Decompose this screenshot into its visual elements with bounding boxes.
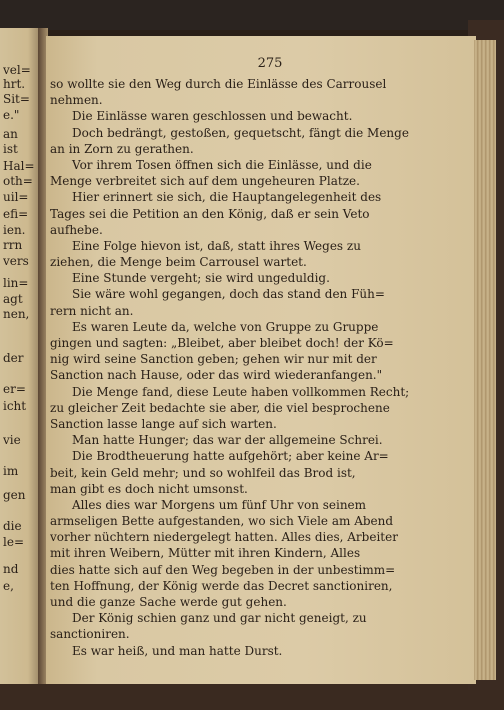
text-line: rern nicht an. — [50, 303, 134, 318]
text-line: Der König schien ganz und gar nicht geneigt, zu — [72, 611, 367, 626]
right-page — [46, 36, 476, 684]
text-line: mit ihren Weibern, Mütter mit ihren Kindern, Alles — [50, 546, 361, 561]
left-page-text-fragment: ien. — [3, 223, 26, 237]
left-page-text-fragment: e, — [3, 579, 14, 593]
text-line: Tages sei die Petition an den König, daß er sein Veto — [50, 206, 370, 221]
left-page-text-fragment: vel= — [3, 63, 31, 77]
page-number: 275 — [257, 56, 283, 71]
text-line: Sanction lasse lange auf sich warten. — [50, 416, 277, 431]
left-page-text-fragment: nd — [3, 562, 19, 576]
left-page-text-fragment: vie — [3, 433, 21, 447]
text-line: nig wird seine Sanction geben; gehen wir nur mit der — [50, 352, 377, 367]
text-line: dies hatte sich auf den Weg begeben in der unbestimm= — [50, 562, 396, 577]
text-line: Die Brodtheuerung hatte aufgehört; aber keine Ar= — [72, 449, 389, 464]
left-page-text-fragment: hrt. — [3, 77, 26, 91]
left-page-text-fragment: der — [3, 351, 24, 365]
text-line: Sie wäre wohl gegangen, doch das stand den Füh= — [72, 287, 385, 302]
left-page-text-fragment: an — [3, 127, 18, 141]
left-page-text-fragment: efi= — [3, 207, 29, 221]
left-page-text-fragment: oth= — [3, 174, 33, 188]
text-line: man gibt es doch nicht umsonst. — [50, 481, 248, 496]
text-line: Eine Stunde vergeht; sie wird ungeduldig. — [72, 271, 330, 286]
text-line: so wollte sie den Weg durch die Einlässe des Carrousel — [50, 77, 387, 91]
left-page-text-fragment: er= — [3, 382, 26, 396]
text-line: Doch bedrängt, gestoßen, gequetscht, fängt die Menge — [72, 125, 409, 140]
text-line: vorher nüchtern niedergelegt hatten. Alles dies, Arbeiter — [50, 530, 398, 545]
page-body-text — [50, 76, 470, 659]
text-line: armseligen Bette aufgestanden, wo sich Viele am Abend — [50, 514, 394, 529]
left-page-text-fragment: icht — [3, 399, 27, 413]
text-line: Die Menge fand, diese Leute haben vollkommen Recht; — [72, 384, 410, 399]
text-line: gingen und sagten: „Bleibet, aber bleibet doch! der Kö= — [50, 336, 394, 350]
text-line: und die ganze Sache werde gut gehen. — [50, 595, 287, 609]
left-page-text-fragment: e." — [3, 108, 20, 122]
text-line: zu gleicher Zeit bedachte sie aber, die viel besprochene — [50, 400, 390, 415]
text-line: Alles dies war Morgens um fünf Uhr von seinem — [72, 497, 367, 512]
text-line: beit, kein Geld mehr; und so wohlfeil das Brod ist, — [50, 465, 356, 480]
text-line: Sanction nach Hause, oder das wird wiederanfangen." — [50, 368, 383, 383]
text-line: ziehen, die Menge beim Carrousel wartet. — [50, 255, 307, 270]
left-page-text-fragment: nen, — [3, 307, 30, 321]
text-line: Es waren Leute da, welche von Gruppe zu Gruppe — [72, 319, 379, 334]
text-line: nehmen. — [50, 93, 103, 108]
text-line: aufhebe. — [50, 222, 103, 237]
left-page-text-fragment: im — [3, 464, 19, 478]
text-line: an in Zorn zu gerathen. — [50, 141, 194, 156]
left-page-text-fragment: Hal= — [3, 159, 35, 173]
text-line: Vor ihrem Tosen öffnen sich die Einlässe, und die — [72, 157, 372, 172]
page-edges — [474, 40, 496, 680]
left-page-fragment — [0, 28, 40, 684]
background-bottom — [0, 682, 504, 710]
text-line: Hier erinnert sie sich, die Hauptangelegenheit des — [72, 190, 382, 205]
text-line: Eine Folge hievon ist, daß, statt ihres Weges zu — [72, 238, 361, 253]
background-top — [0, 0, 504, 30]
left-page-text-fragment: uil= — [3, 190, 29, 204]
left-page-text-fragment: agt — [3, 292, 23, 306]
text-line: ten Hoffnung, der König werde das Decret sanctioniren, — [50, 578, 393, 593]
text-line: sanctioniren. — [50, 627, 130, 642]
text-line: Die Einlässe waren geschlossen und bewacht. — [72, 109, 353, 124]
left-page-text-fragment: lin= — [3, 276, 29, 290]
left-page-text-fragment: gen — [3, 488, 26, 502]
left-page-text-fragment: die — [3, 519, 22, 533]
text-line: Menge verbreitet sich auf dem ungeheuren Platze. — [50, 174, 360, 189]
left-page-text-fragment: rrn — [3, 238, 23, 252]
left-page-text-fragment: le= — [3, 535, 24, 549]
text-line: Es war heiß, und man hatte Durst. — [72, 643, 283, 658]
left-page-text-fragment: vers — [3, 254, 29, 268]
left-page-text-fragment: Sit= — [3, 92, 30, 106]
text-line: Man hatte Hunger; das war der allgemeine Schrei. — [72, 433, 383, 448]
left-page-text-fragment: ist — [3, 142, 18, 156]
